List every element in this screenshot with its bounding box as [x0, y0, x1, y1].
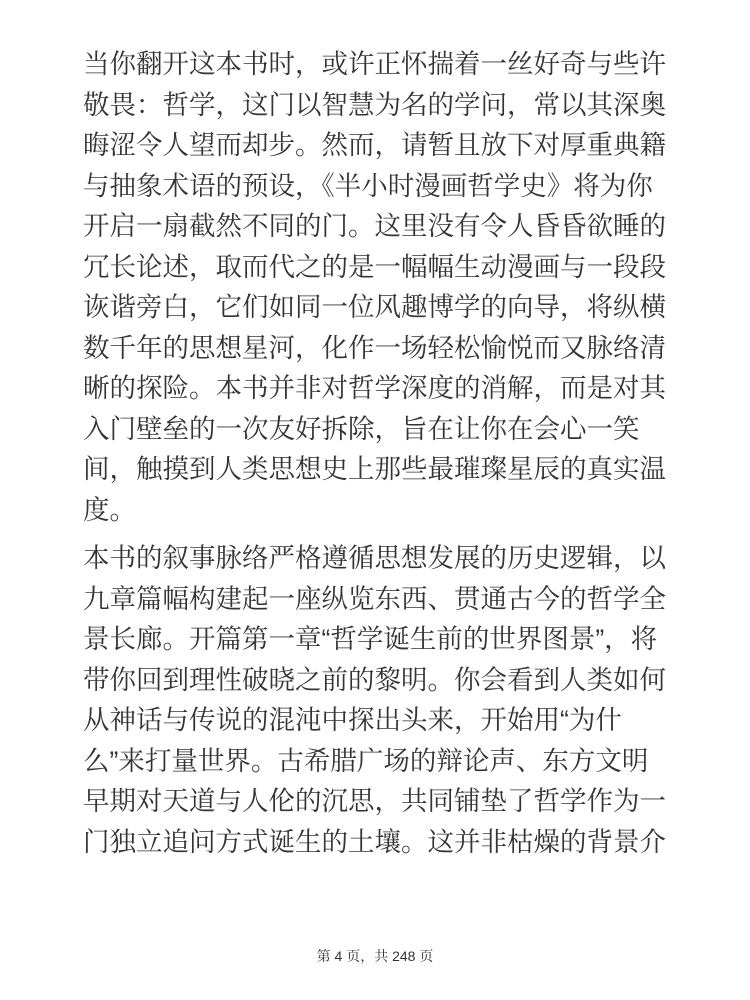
page-number-indicator: 第 4 页，共 248 页: [316, 948, 434, 964]
paragraph-structure-overview: 本书的叙事脉络严格遵循思想发展的历史逻辑，以九章篇幅构建起一座纵览东西、贯通古今的哲学全景长廊。开篇第一章“哲学诞生前的世界图景”，将带你回到理性破晓之前的黎明。你会看到人类如何从神话与传说的混沌中探出头来，开始用“为什么”来打量世界。古希腊广场的辩论声、东方文明早期对天道与人伦的沉思，共同铺垫了哲学作为一门独立追问方式诞生的土壤。这并非枯燥的背景介: [83, 543, 666, 857]
page-text-content: [83, 44, 668, 870]
paragraph-intro: 当你翻开这本书时，或许正怀揣着一丝好奇与些许敬畏：哲学，这门以智慧为名的学问，常以其深奥晦涩令人望而却步。然而，请暂且放下对厚重典籍与抽象术语的预设，《半小时漫画哲学史》将为你开启一扇截然不同的门。这里没有令人昏昏欲睡的冗长论述，取而代之的是一幅幅生动漫画与一段段诙谐旁白，它们如同一位风趣博学的向导，将纵横数千年的思想星河，化作一场轻松愉悦而又脉络清晰的探险。本书并非对哲学深度的消解，而是对其入门壁垒的一次友好拆除，旨在让你在会心一笑间，触摸到人类思想史上那些最璀璨星辰的真实温度。: [83, 49, 666, 525]
